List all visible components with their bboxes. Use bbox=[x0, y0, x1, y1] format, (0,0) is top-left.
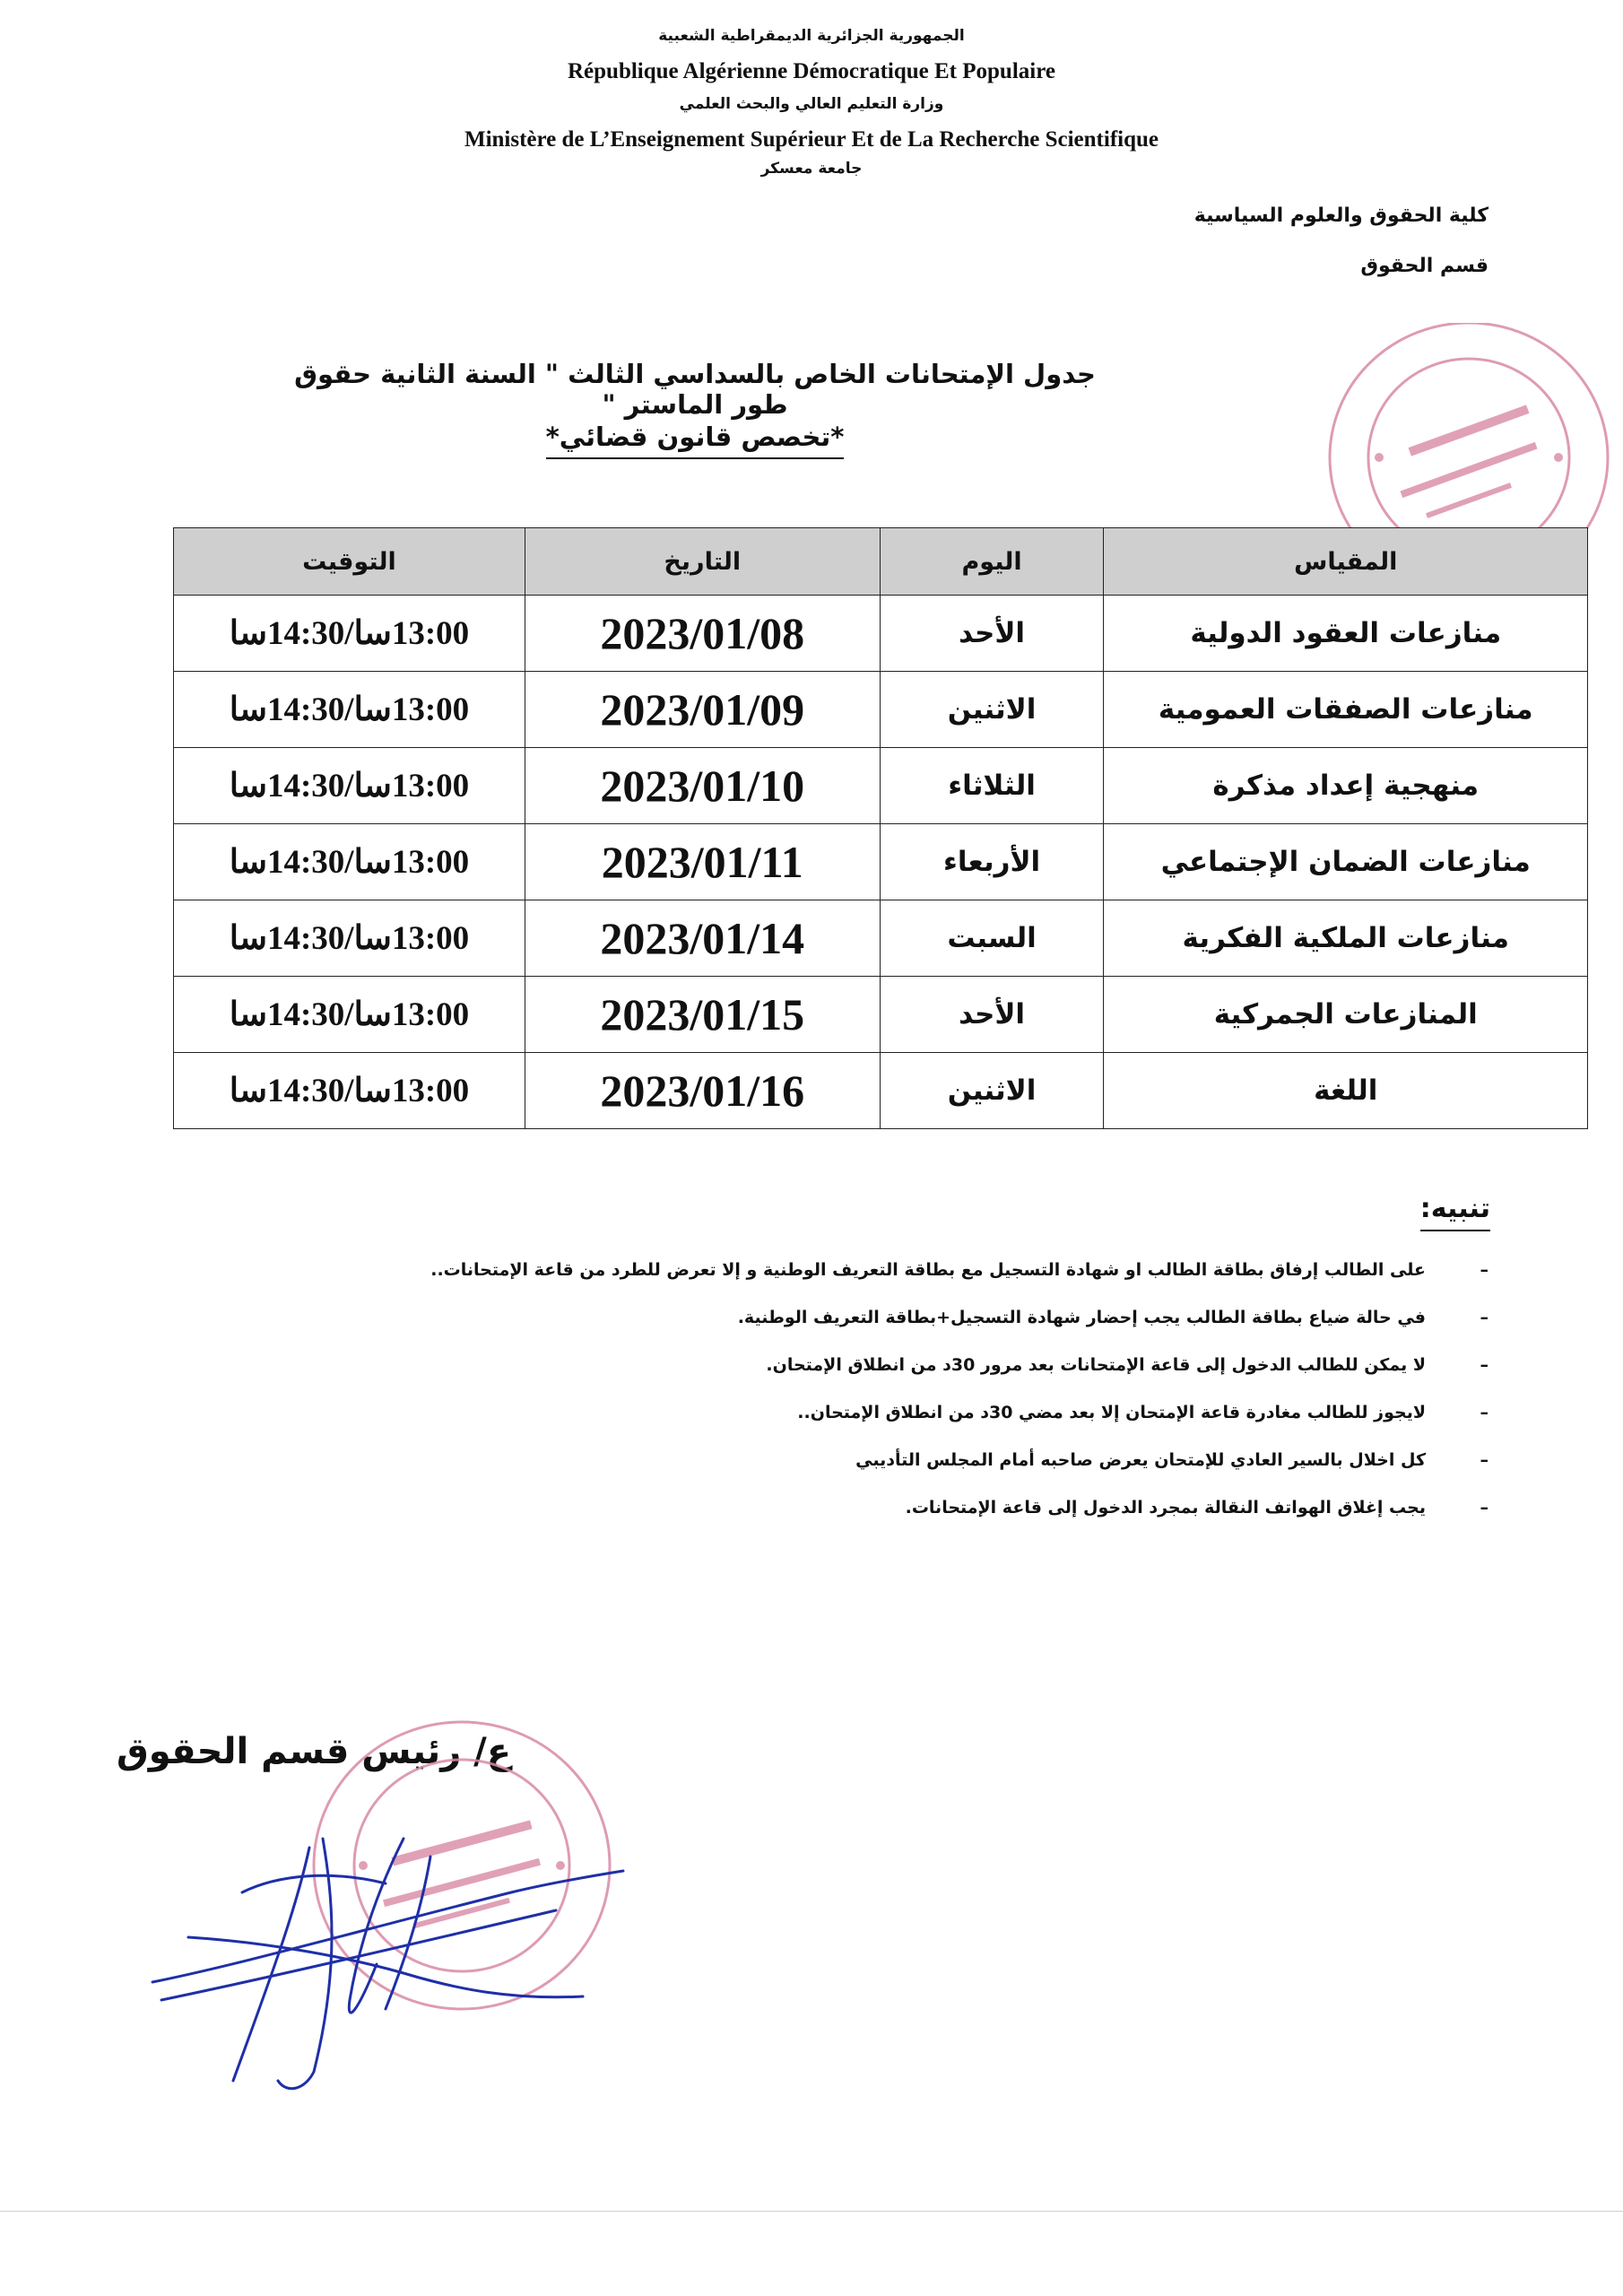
notice-item: – كل اخلال بالسير العادي للإمتحان يعرض صاحبه أمام المجلس التأديبي bbox=[323, 1446, 1488, 1493]
cell-time: 13:00سا/14:30سا bbox=[174, 977, 525, 1053]
faculty-name: كلية الحقوق والعلوم السياسية bbox=[1193, 204, 1488, 227]
cell-date: 2023/01/10 bbox=[525, 748, 880, 824]
exam-schedule-table bbox=[173, 527, 1588, 1129]
table-row bbox=[174, 1053, 1588, 1129]
cell-time: 13:00سا/14:30سا bbox=[174, 672, 525, 748]
specialty-title bbox=[269, 422, 1121, 452]
cell-day: الاثنين bbox=[880, 1053, 1104, 1129]
notice-title: تنبيه: bbox=[1420, 1193, 1490, 1231]
table-header-row bbox=[174, 528, 1588, 596]
table-row bbox=[174, 672, 1588, 748]
table-row bbox=[174, 596, 1588, 672]
notice-item: – يجب إغلاق الهواتف النقالة بمجرد الدخول إلى قاعة الإمتحانات. bbox=[323, 1493, 1488, 1541]
cell-date: 2023/01/11 bbox=[525, 824, 880, 900]
header-day: اليوم bbox=[880, 528, 1104, 596]
cell-subject: اللغة bbox=[1104, 1053, 1588, 1129]
cell-date: 2023/01/15 bbox=[525, 977, 880, 1053]
cell-date: 2023/01/14 bbox=[525, 900, 880, 977]
signature-title: ع/ رئيس قسم الحقوق bbox=[117, 1731, 512, 1772]
university-name-ar: جامعة معسكر bbox=[760, 160, 863, 178]
republic-name-ar: الجمهورية الجزائرية الديمقراطية الشعبية bbox=[658, 27, 965, 45]
ministry-name-ar: وزارة التعليم العالي والبحث العلمي bbox=[679, 95, 944, 113]
cell-subject: منازعات العقود الدولية bbox=[1104, 596, 1588, 672]
cell-subject: المنازعات الجمركية bbox=[1104, 977, 1588, 1053]
department-name: قسم الحقوق bbox=[1360, 255, 1488, 277]
cell-day: الأحد bbox=[880, 596, 1104, 672]
cell-subject: منازعات الضمان الإجتماعي bbox=[1104, 824, 1588, 900]
header-subject: المقياس bbox=[1104, 528, 1588, 596]
cell-time: 13:00سا/14:30سا bbox=[174, 824, 525, 900]
cell-date: 2023/01/08 bbox=[525, 596, 880, 672]
scan-border-line bbox=[0, 2211, 1623, 2212]
table-row bbox=[174, 824, 1588, 900]
header-date: التاريخ bbox=[525, 528, 880, 596]
notice-item: – لايجوز للطالب مغادرة قاعة الإمتحان إلا بعد مضي 30د من انطلاق الإمتحان.. bbox=[323, 1398, 1488, 1446]
notice-item: – لا يمكن للطالب الدخول إلى قاعة الإمتحانات بعد مرور 30د من انطلاق الإمتحان. bbox=[323, 1351, 1488, 1398]
cell-subject: منهجية إعداد مذكرة bbox=[1104, 748, 1588, 824]
republic-name-fr: République Algérienne Démocratique Et Populaire bbox=[568, 59, 1055, 83]
cell-date: 2023/01/09 bbox=[525, 672, 880, 748]
specialty-title-text: *تخصص قانون قضائي* bbox=[546, 422, 845, 459]
ministry-name-fr: Ministère de L’Enseignement Supérieur Et de La Recherche Scientifique bbox=[464, 127, 1159, 152]
notice-list bbox=[323, 1256, 1488, 1541]
cell-day: الثلاثاء bbox=[880, 748, 1104, 824]
cell-time: 13:00سا/14:30سا bbox=[174, 900, 525, 977]
notice-item: – على الطالب إرفاق بطاقة الطالب او شهادة التسجيل مع بطاقة التعريف الوطنية و إلا تعرض للطرد من قاعة الإمتحانات.. bbox=[323, 1256, 1488, 1303]
cell-day: السبت bbox=[880, 900, 1104, 977]
table-row bbox=[174, 900, 1588, 977]
handwritten-signature bbox=[135, 1785, 637, 2099]
table-row bbox=[174, 977, 1588, 1053]
cell-day: الأحد bbox=[880, 977, 1104, 1053]
cell-time: 13:00سا/14:30سا bbox=[174, 1053, 525, 1129]
cell-time: 13:00سا/14:30سا bbox=[174, 748, 525, 824]
cell-day: الأربعاء bbox=[880, 824, 1104, 900]
cell-subject: منازعات الملكية الفكرية bbox=[1104, 900, 1588, 977]
cell-day: الاثنين bbox=[880, 672, 1104, 748]
header-time: التوقيت bbox=[174, 528, 525, 596]
cell-subject: منازعات الصفقات العمومية bbox=[1104, 672, 1588, 748]
cell-time: 13:00سا/14:30سا bbox=[174, 596, 525, 672]
schedule-title: جدول الإمتحانات الخاص بالسداسي الثالث " السنة الثانية حقوق طور الماستر " bbox=[294, 359, 1096, 420]
table-row bbox=[174, 748, 1588, 824]
notice-item: – في حالة ضياع بطاقة الطالب يجب إحضار شهادة التسجيل+بطاقة التعريف الوطنية. bbox=[323, 1303, 1488, 1351]
cell-date: 2023/01/16 bbox=[525, 1053, 880, 1129]
